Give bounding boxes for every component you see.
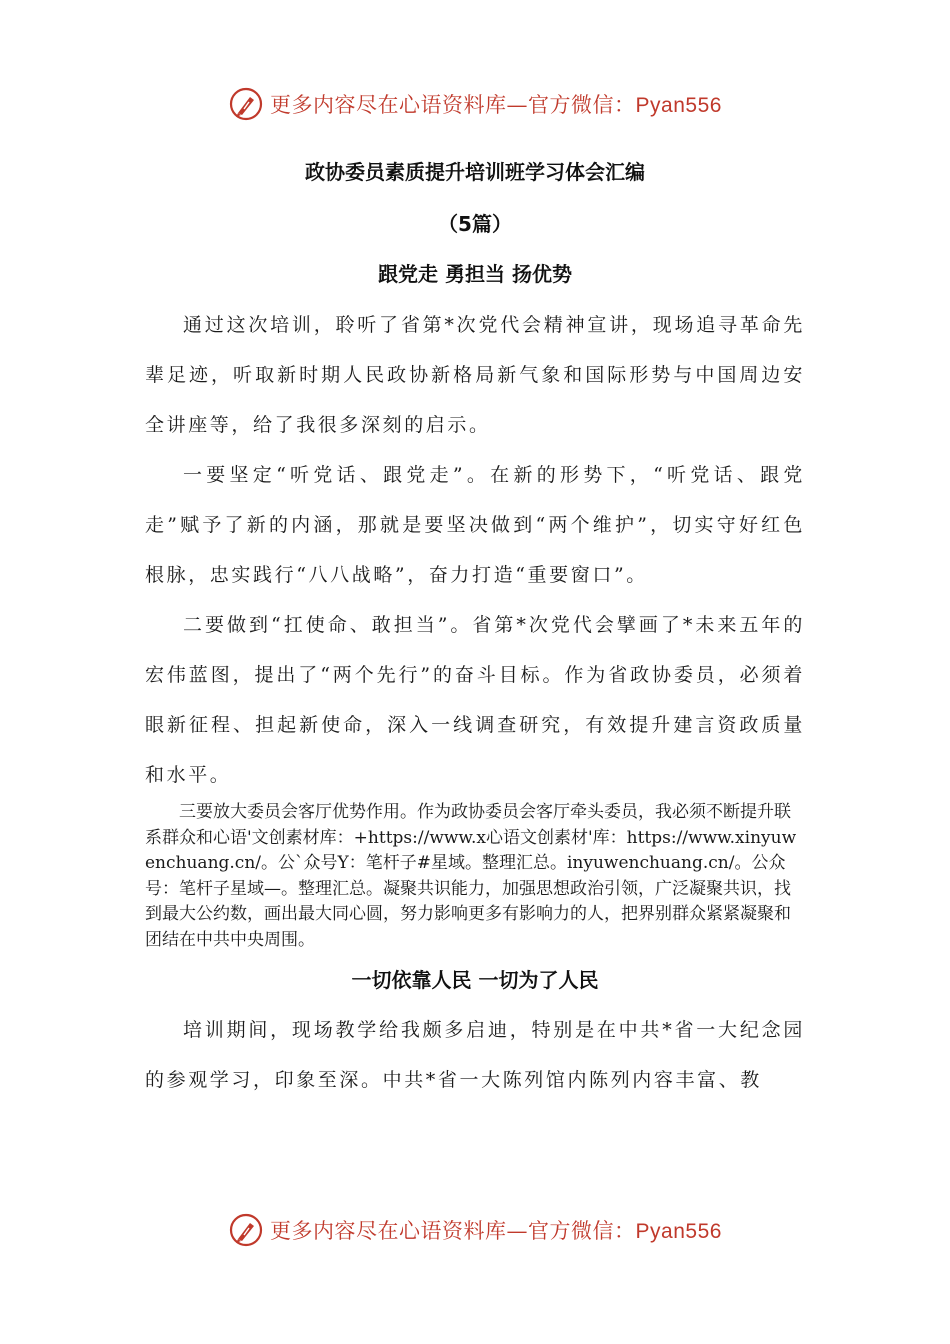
banner-text: 更多内容尽在心语资料库—官方微信：Pyan556 (270, 93, 722, 117)
paragraph: 二要做到“扛使命、敢担当”。省第*次党代会擘画了*未来五年的宏伟蓝图，提出了“两个先行”的奋斗目标。作为省政协委员，必须着眼新征程、担起新使命，深入一线调查研究，有效提升建言资政质量和水平。 (145, 614, 805, 786)
footer-watermark-banner (0, 1210, 950, 1250)
pen-nib-logo-icon (228, 86, 264, 122)
paragraph-small: 三要放大委员会客厅优势作用。作为政协委员会客厅牵头委员，我必须不断提升联系群众和心语'文创素材库：+https://www.x心语文创素材'库：https://www.xinyuwenchuang.cn/。公`众号Y：笔杆子#星域。整理汇总。inyuwenchuang.cn/。公众号：笔杆子星域—。整理汇总。凝聚共识能力，加强思想政治引领，广泛凝聚共识，找到最大公约数，画出最大同心圆，努力影响更多有影响力的人，把界别群众紧紧凝聚和团结在中共中央周围。 (145, 802, 797, 950)
article-count: （5篇） (438, 212, 512, 236)
section-heading-2: 一切依靠人民 一切为了人民 (351, 968, 599, 992)
paragraph: 通过这次培训，聆听了省第*次党代会精神宣讲，现场追寻革命先辈足迹，听取新时期人民政协新格局新气象和国际形势与中国周边安全讲座等，给了我很多深刻的启示。 (145, 314, 805, 436)
wechat-id: Pyan556 (635, 94, 722, 117)
wechat-id: Pyan556 (635, 1220, 722, 1243)
document-title: 政协委员素质提升培训班学习体会汇编 (305, 160, 645, 184)
paragraph: 一要坚定“听党话、跟党走”。在新的形势下，“听党话、跟党走”赋予了新的内涵，那就是要坚决做到“两个维护”，切实守好红色根脉，忠实践行“八八战略”，奋力打造“重要窗口”。 (145, 464, 805, 586)
pen-nib-logo-icon (228, 1212, 264, 1248)
header-watermark-banner (0, 84, 950, 124)
paragraph: 培训期间，现场教学给我颇多启迪，特别是在中共*省一大纪念园的参观学习，印象至深。中共*省一大陈列馆内陈列内容丰富、教 (145, 1019, 805, 1091)
banner-text: 更多内容尽在心语资料库—官方微信：Pyan556 (270, 1219, 722, 1243)
section-heading-1: 跟党走 勇担当 扬优势 (378, 262, 572, 286)
